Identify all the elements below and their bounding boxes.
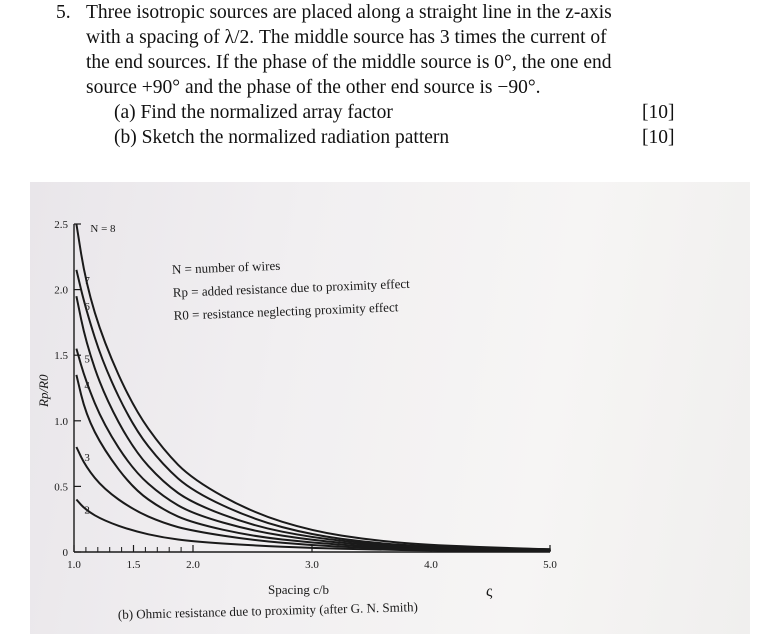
curve-label: 6 bbox=[84, 301, 90, 314]
x-tick-label: 3.0 bbox=[305, 559, 319, 571]
figure-photo bbox=[30, 182, 750, 634]
figure-caption: (b) Ohmic resistance due to proximity (after G. N. Smith) bbox=[117, 599, 418, 622]
x-tick-label: 4.0 bbox=[424, 559, 438, 571]
problem-number: 5. bbox=[56, 2, 71, 23]
legend-line-1: N = number of wires bbox=[171, 257, 281, 277]
proximity-chart bbox=[30, 182, 750, 634]
curve-label: 4 bbox=[84, 379, 90, 392]
part-a-label: (a) Find the normalized array factor bbox=[114, 102, 393, 123]
legend-line-3: R0 = resistance neglecting proximity effect bbox=[173, 299, 399, 323]
axis-ticks bbox=[54, 219, 557, 571]
curve-series bbox=[76, 349, 550, 550]
problem-line-4: source +90° and the phase of the other end source is −90°. bbox=[86, 77, 541, 98]
x-axis-title: Spacing c/b bbox=[268, 582, 330, 597]
curve-label: 2 bbox=[84, 504, 90, 517]
y-tick-label: 2.5 bbox=[54, 219, 68, 231]
chart-axes bbox=[74, 224, 550, 552]
curve-series bbox=[76, 375, 550, 551]
problem-line-1: Three isotropic sources are placed along a straight line in the z-axis bbox=[86, 2, 612, 23]
part-b-marks: [10] bbox=[642, 127, 675, 148]
x-tick-label: 1.5 bbox=[126, 559, 141, 571]
legend-block bbox=[172, 253, 412, 323]
y-tick-label: 0.5 bbox=[54, 481, 68, 494]
curve-series bbox=[76, 296, 550, 549]
x-tick-label: 2.0 bbox=[186, 559, 200, 571]
part-a-marks: [10] bbox=[642, 102, 675, 123]
problem-line-3: the end sources. If the phase of the middle source is 0°, the one end bbox=[86, 52, 612, 73]
y-tick-label: 0 bbox=[62, 547, 68, 559]
curve-labels bbox=[84, 223, 116, 517]
part-b-label: (b) Sketch the normalized radiation pattern bbox=[114, 127, 450, 148]
x-tick-label: 1.0 bbox=[67, 559, 81, 571]
curve-label: 5 bbox=[84, 353, 90, 366]
y-tick-label: 2.0 bbox=[54, 284, 68, 297]
x-tick-label: 5.0 bbox=[543, 559, 557, 571]
curve-label: N = 8 bbox=[90, 223, 116, 235]
y-tick-label: 1.0 bbox=[54, 415, 68, 428]
curve-label: 3 bbox=[84, 452, 90, 465]
curve-series bbox=[76, 224, 550, 549]
chart-curves bbox=[76, 224, 550, 551]
y-axis-title: Rp/R0 bbox=[36, 374, 51, 407]
curve-label: 7 bbox=[84, 274, 90, 287]
y-tick-label: 1.5 bbox=[54, 350, 68, 363]
stray-mark: ς bbox=[486, 583, 493, 600]
legend-line-2: Rp = added resistance due to proximity effect bbox=[172, 275, 410, 300]
problem-line-2: with a spacing of λ/2. The middle source has 3 times the current of bbox=[86, 27, 607, 48]
